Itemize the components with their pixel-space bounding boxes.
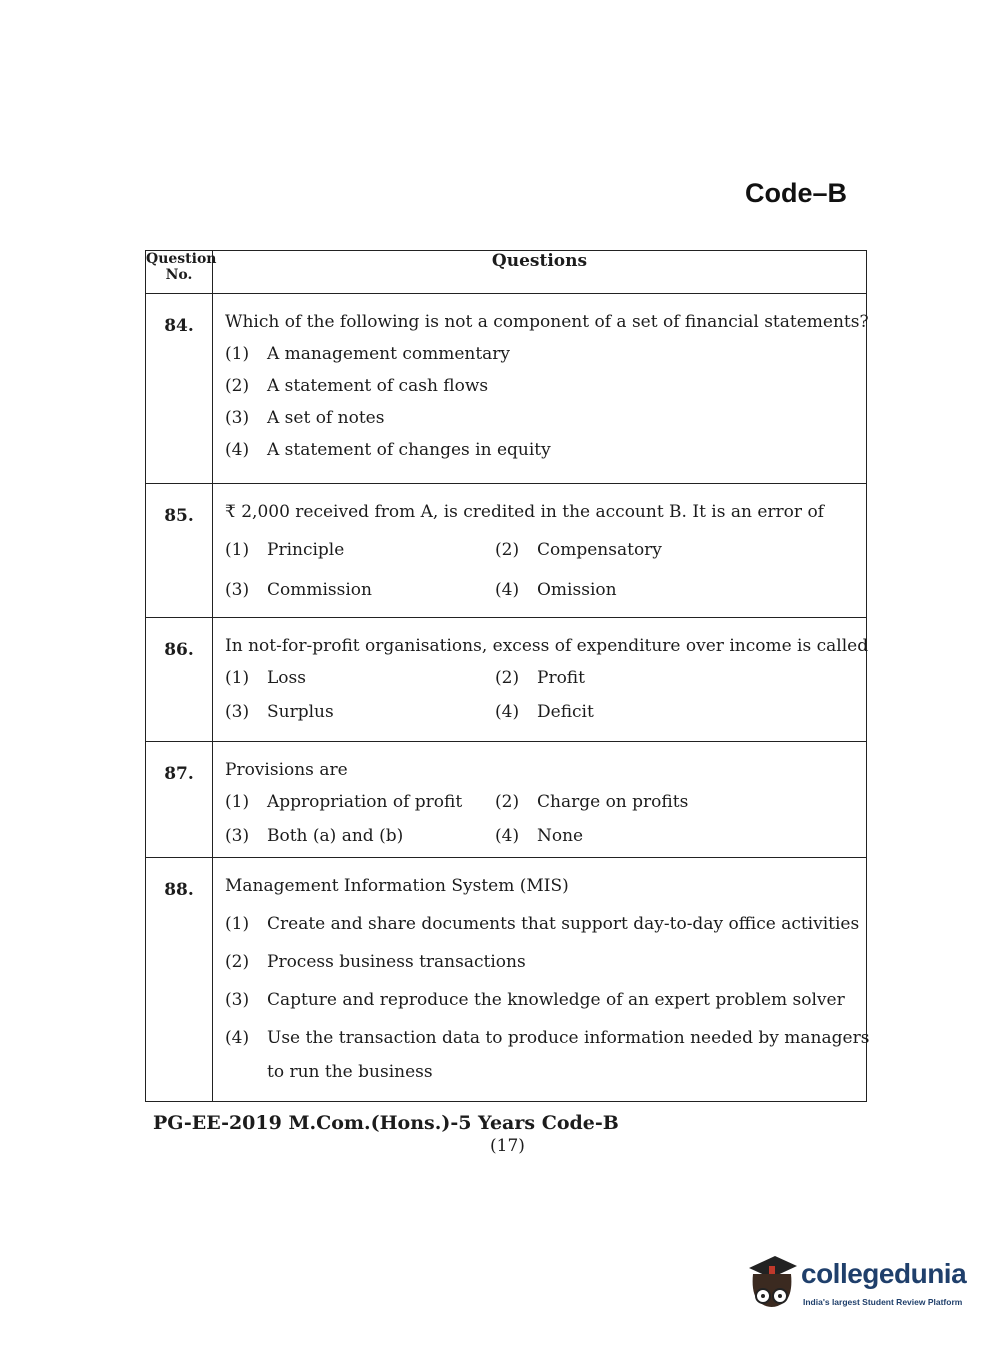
question-number: 84. bbox=[146, 294, 213, 484]
option bbox=[495, 668, 858, 688]
question-row-87 bbox=[146, 742, 867, 858]
option-text: Loss bbox=[267, 668, 306, 688]
option-text: A set of notes bbox=[267, 408, 385, 428]
option bbox=[225, 952, 858, 972]
option-text: Both (a) and (b) bbox=[267, 826, 404, 846]
question-text: Which of the following is not a component of a set of financial statements? bbox=[225, 312, 869, 332]
brand-name: collegedunia bbox=[801, 1258, 967, 1289]
option bbox=[225, 668, 495, 688]
option-number: (2) bbox=[225, 952, 250, 972]
question-row-85 bbox=[146, 484, 867, 618]
option bbox=[495, 792, 858, 812]
option bbox=[225, 580, 495, 600]
question-body bbox=[213, 484, 867, 618]
option bbox=[225, 408, 858, 428]
options-grid bbox=[225, 792, 858, 846]
options-grid bbox=[225, 540, 858, 600]
option-number: (1) bbox=[225, 792, 250, 812]
option bbox=[225, 1028, 870, 1048]
option-number: (4) bbox=[495, 580, 520, 600]
option bbox=[495, 580, 858, 600]
option-number: (4) bbox=[225, 1028, 250, 1048]
option-number: (2) bbox=[495, 792, 520, 812]
option-text: A statement of changes in equity bbox=[267, 440, 551, 460]
option-text: Capture and reproduce the knowledge of an expert problem solver bbox=[267, 990, 845, 1010]
question-number: 85. bbox=[146, 484, 213, 618]
option-text: Appropriation of profit bbox=[267, 792, 463, 812]
question-body bbox=[213, 858, 870, 1102]
option-number: (2) bbox=[495, 540, 520, 560]
question-body bbox=[213, 742, 867, 858]
option-number: (2) bbox=[495, 668, 520, 688]
question-text: In not-for-profit organisations, excess of expenditure over income is called bbox=[225, 636, 869, 656]
questions-table bbox=[145, 250, 870, 1102]
option bbox=[225, 344, 858, 364]
option-number: (4) bbox=[495, 826, 520, 846]
option-number: (1) bbox=[225, 344, 250, 364]
option bbox=[225, 440, 858, 460]
option-number: (3) bbox=[225, 580, 250, 600]
question-text: ₹ 2,000 received from A, is credited in the account B. It is an error of bbox=[225, 502, 824, 522]
option-number: (3) bbox=[225, 826, 250, 846]
question-row-88 bbox=[146, 858, 867, 1102]
header-question-no: Question No. bbox=[146, 251, 213, 294]
option-number: (3) bbox=[225, 702, 250, 722]
table-header-row bbox=[146, 251, 867, 294]
option-number: (4) bbox=[495, 702, 520, 722]
option-number: (1) bbox=[225, 914, 250, 934]
option-text: Omission bbox=[537, 580, 617, 600]
option-continuation: to run the business bbox=[267, 1062, 433, 1082]
option-text: Surplus bbox=[267, 702, 334, 722]
option-text: Deficit bbox=[537, 702, 594, 722]
option-number: (4) bbox=[225, 440, 250, 460]
question-text: Provisions are bbox=[225, 760, 348, 780]
option-text: A management commentary bbox=[267, 344, 511, 364]
option-text: Profit bbox=[537, 668, 585, 688]
question-number: 88. bbox=[146, 858, 213, 1102]
brand-tagline: India's largest Student Review Platform bbox=[803, 1297, 963, 1307]
option-number: (3) bbox=[225, 408, 250, 428]
option-text: Charge on profits bbox=[537, 792, 689, 812]
header-questions: Questions bbox=[213, 251, 867, 294]
question-text: Management Information System (MIS) bbox=[225, 876, 569, 896]
option bbox=[225, 990, 858, 1010]
page-number: (17) bbox=[490, 1136, 525, 1156]
option bbox=[225, 792, 495, 812]
option-number: (2) bbox=[225, 376, 250, 396]
question-body bbox=[213, 294, 867, 484]
option-text: Use the transaction data to produce information needed by managers bbox=[267, 1028, 870, 1048]
question-body bbox=[213, 618, 867, 742]
question-row-84 bbox=[146, 294, 867, 484]
question-number: 86. bbox=[146, 618, 213, 742]
footer-exam-label: PG-EE-2019 M.Com.(Hons.)-5 Years Code-B bbox=[153, 1112, 619, 1134]
option bbox=[225, 826, 495, 846]
option bbox=[495, 826, 858, 846]
question-number: 87. bbox=[146, 742, 213, 858]
option-text: None bbox=[537, 826, 584, 846]
option-text: Process business transactions bbox=[267, 952, 526, 972]
option bbox=[495, 702, 858, 722]
option bbox=[225, 540, 495, 560]
code-label: Code–B bbox=[745, 178, 848, 208]
option-number: (1) bbox=[225, 668, 250, 688]
options-grid bbox=[225, 668, 858, 722]
option-text: A statement of cash flows bbox=[267, 376, 489, 396]
option bbox=[225, 702, 495, 722]
option bbox=[225, 376, 858, 396]
option-text: Principle bbox=[267, 540, 345, 560]
option-text: Commission bbox=[267, 580, 372, 600]
option-number: (1) bbox=[225, 540, 250, 560]
option-number: (3) bbox=[225, 990, 250, 1010]
mascot-logo-icon bbox=[745, 1254, 799, 1314]
collegedunia-watermark bbox=[745, 1250, 975, 1320]
option bbox=[495, 540, 858, 560]
option-text: Create and share documents that support day-to-day office activities bbox=[267, 914, 860, 934]
option bbox=[225, 914, 858, 934]
question-row-86 bbox=[146, 618, 867, 742]
option-text: Compensatory bbox=[537, 540, 662, 560]
